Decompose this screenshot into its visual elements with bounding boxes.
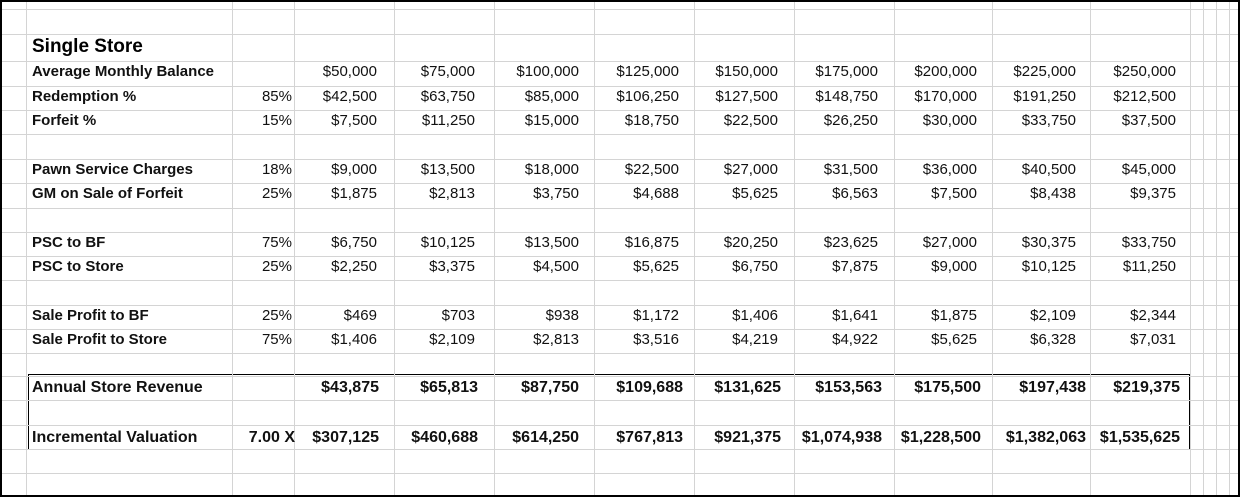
- value-cell: $75,000: [420, 63, 475, 80]
- value-cell: $42,500: [322, 88, 377, 105]
- value-cell: $9,000: [931, 258, 977, 275]
- value-cell: $30,000: [922, 112, 977, 129]
- summary-value-cell: $153,563: [815, 379, 882, 396]
- value-cell: $2,813: [429, 185, 475, 202]
- value-cell: $2,250: [331, 258, 377, 275]
- value-cell: $9,000: [331, 161, 377, 178]
- value-cell: $212,500: [1113, 88, 1176, 105]
- value-cell: $4,219: [732, 331, 778, 348]
- summary-value-cell: $109,688: [616, 379, 683, 396]
- value-cell: $9,375: [1130, 185, 1176, 202]
- row-percent: 85%: [261, 88, 292, 105]
- value-cell: $15,000: [524, 112, 579, 129]
- value-cell: $4,500: [533, 258, 579, 275]
- value-cell: $13,500: [420, 161, 475, 178]
- value-cell: $2,344: [1130, 307, 1176, 324]
- value-cell: $36,000: [922, 161, 977, 178]
- value-cell: $27,000: [922, 234, 977, 251]
- row-label: PSC to BF: [32, 234, 106, 251]
- summary-multiplier: 7.00 X: [248, 429, 295, 446]
- value-cell: $1,172: [633, 307, 679, 324]
- summary-value-cell: $197,438: [1019, 379, 1086, 396]
- value-cell: $7,500: [931, 185, 977, 202]
- value-cell: $45,000: [1121, 161, 1176, 178]
- value-cell: $3,516: [633, 331, 679, 348]
- value-cell: $26,250: [823, 112, 878, 129]
- value-cell: $5,625: [633, 258, 679, 275]
- value-cell: $6,750: [732, 258, 778, 275]
- summary-label: Incremental Valuation: [32, 429, 198, 446]
- summary-value-cell: $219,375: [1113, 379, 1180, 396]
- value-cell: $50,000: [322, 63, 377, 80]
- value-cell: $63,750: [420, 88, 475, 105]
- summary-value-cell: $1,228,500: [900, 429, 981, 446]
- row-label: Average Monthly Balance: [32, 63, 214, 80]
- value-cell: $22,500: [723, 112, 778, 129]
- row-percent: 15%: [261, 112, 292, 129]
- summary-value-cell: $175,500: [914, 379, 981, 396]
- value-cell: $703: [441, 307, 475, 324]
- value-cell: $225,000: [1013, 63, 1076, 80]
- value-cell: $10,125: [420, 234, 475, 251]
- value-cell: $3,750: [533, 185, 579, 202]
- row-label: Forfeit %: [32, 112, 97, 129]
- value-cell: $3,375: [429, 258, 475, 275]
- sheet-title: Single Store: [32, 36, 143, 57]
- summary-value-cell: $87,750: [521, 379, 579, 396]
- row-percent: 25%: [261, 307, 292, 324]
- value-cell: $4,922: [832, 331, 878, 348]
- value-cell: $4,688: [633, 185, 679, 202]
- summary-value-cell: $65,813: [420, 379, 478, 396]
- value-cell: $7,875: [832, 258, 878, 275]
- value-cell: $127,500: [715, 88, 778, 105]
- row-percent: 75%: [261, 331, 292, 348]
- row-percent: 25%: [261, 258, 292, 275]
- summary-value-cell: $1,382,063: [1005, 429, 1086, 446]
- value-cell: $6,563: [832, 185, 878, 202]
- value-cell: $6,750: [331, 234, 377, 251]
- value-cell: $13,500: [524, 234, 579, 251]
- row-percent: 18%: [261, 161, 292, 178]
- value-cell: $7,031: [1130, 331, 1176, 348]
- summary-value-cell: $131,625: [714, 379, 781, 396]
- value-cell: $27,000: [723, 161, 778, 178]
- value-cell: $22,500: [624, 161, 679, 178]
- value-cell: $30,375: [1021, 234, 1076, 251]
- value-cell: $5,625: [931, 331, 977, 348]
- value-cell: $2,109: [1030, 307, 1076, 324]
- row-percent: 75%: [261, 234, 292, 251]
- value-cell: $31,500: [823, 161, 878, 178]
- value-cell: $85,000: [524, 88, 579, 105]
- value-cell: $33,750: [1021, 112, 1076, 129]
- value-cell: $100,000: [516, 63, 579, 80]
- value-cell: $125,000: [616, 63, 679, 80]
- value-cell: $170,000: [914, 88, 977, 105]
- value-cell: $23,625: [823, 234, 878, 251]
- row-label: Pawn Service Charges: [32, 161, 193, 178]
- summary-value-cell: $921,375: [714, 429, 781, 446]
- row-percent: 25%: [261, 185, 292, 202]
- value-cell: $18,750: [624, 112, 679, 129]
- value-cell: $2,109: [429, 331, 475, 348]
- value-cell: $250,000: [1113, 63, 1176, 80]
- value-cell: $1,875: [331, 185, 377, 202]
- value-cell: $1,875: [931, 307, 977, 324]
- value-cell: $175,000: [815, 63, 878, 80]
- row-label: Redemption %: [32, 88, 137, 105]
- value-cell: $150,000: [715, 63, 778, 80]
- value-cell: $5,625: [732, 185, 778, 202]
- summary-value-cell: $1,535,625: [1099, 429, 1180, 446]
- value-cell: $11,250: [421, 112, 475, 129]
- value-cell: $469: [343, 307, 377, 324]
- summary-value-cell: $460,688: [411, 429, 478, 446]
- value-cell: $6,328: [1030, 331, 1076, 348]
- value-cell: $10,125: [1021, 258, 1076, 275]
- summary-value-cell: $43,875: [321, 379, 379, 396]
- row-label: Sale Profit to Store: [32, 331, 168, 348]
- value-cell: $33,750: [1121, 234, 1176, 251]
- row-label: PSC to Store: [32, 258, 124, 275]
- value-cell: $2,813: [533, 331, 579, 348]
- value-cell: $7,500: [331, 112, 377, 129]
- value-cell: $106,250: [616, 88, 679, 105]
- summary-value-cell: $767,813: [616, 429, 683, 446]
- value-cell: $938: [545, 307, 579, 324]
- value-cell: $148,750: [815, 88, 878, 105]
- row-label: GM on Sale of Forfeit: [32, 185, 183, 202]
- value-cell: $20,250: [723, 234, 778, 251]
- value-cell: $1,641: [832, 307, 878, 324]
- value-cell: $8,438: [1030, 185, 1076, 202]
- value-cell: $200,000: [914, 63, 977, 80]
- value-cell: $1,406: [732, 307, 778, 324]
- value-cell: $37,500: [1121, 112, 1176, 129]
- summary-value-cell: $307,125: [312, 429, 379, 446]
- value-cell: $18,000: [524, 161, 579, 178]
- value-cell: $1,406: [331, 331, 377, 348]
- value-cell: $191,250: [1013, 88, 1076, 105]
- value-cell: $40,500: [1021, 161, 1076, 178]
- summary-label: Annual Store Revenue: [32, 379, 203, 396]
- summary-value-cell: $614,250: [512, 429, 579, 446]
- value-cell: $16,875: [624, 234, 679, 251]
- value-cell: $11,250: [1122, 258, 1176, 275]
- summary-value-cell: $1,074,938: [801, 429, 882, 446]
- row-label: Sale Profit to BF: [32, 307, 149, 324]
